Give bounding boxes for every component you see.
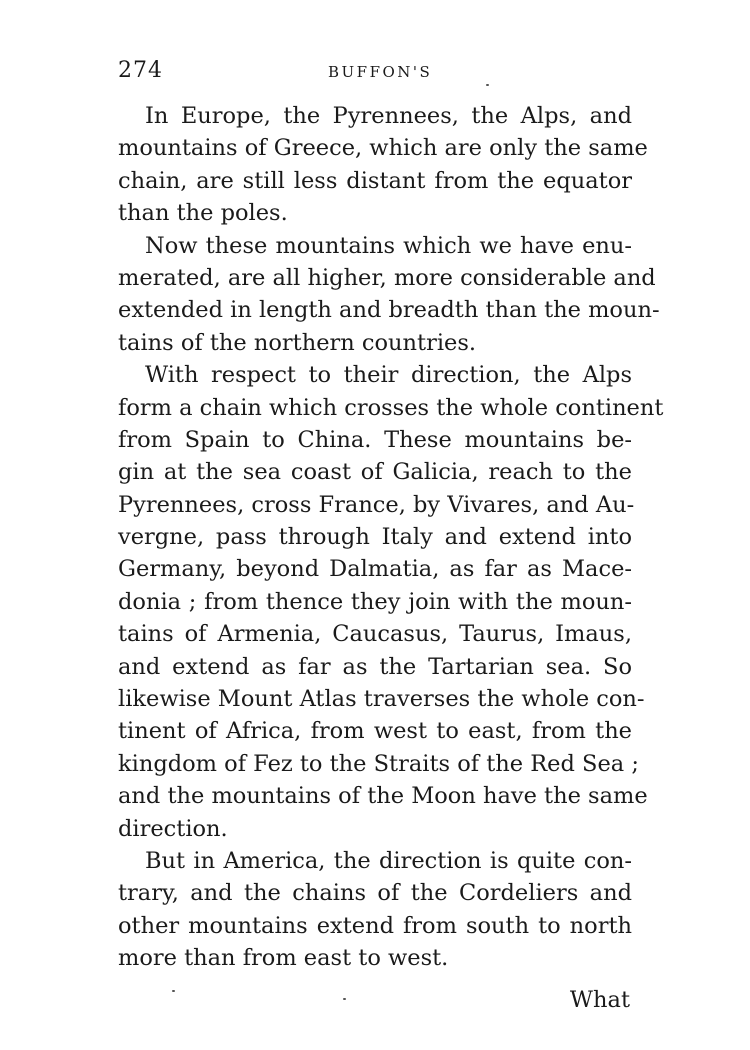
text-line: and extend as far as the Tartarian sea. So (118, 653, 632, 680)
paragraph (118, 359, 664, 845)
text-line: Germany, beyond Dalmatia, as far as Mace- (118, 556, 632, 583)
text-line: extended in length and breadth than the moun- (118, 297, 660, 324)
page-number: 274 (118, 58, 163, 83)
text-line: chain, are still less distant from the equator (118, 167, 632, 194)
running-head: BUFFON'S (328, 63, 433, 81)
paragraph (118, 230, 660, 360)
text-line: tinent of Africa, from west to east, from the (118, 718, 632, 745)
text-line: Now these mountains which we have enu- (145, 232, 632, 259)
text-line: merated, are all higher, more considerable and (118, 264, 656, 291)
text-line: kingdom of Fez to the Straits of the Red Sea ; (118, 750, 639, 777)
body-text (118, 100, 664, 975)
text-line: gin at the sea coast of Galicia, reach to the (118, 459, 632, 486)
catchword: What (569, 987, 630, 1013)
text-line: from Spain to China. These mountains be- (118, 426, 632, 453)
text-line: In Europe, the Pyrennees, the Alps, and (145, 103, 632, 129)
text-line: likewise Mount Atlas traverses the whole con- (118, 686, 645, 713)
text-line: vergne, pass through Italy and extend into (118, 524, 632, 551)
text-line: tains of the northern countries. (118, 329, 477, 356)
page-header (118, 58, 634, 86)
text-line: mountains of Greece, which are only the same (118, 135, 648, 162)
text-line: direction. (118, 815, 228, 842)
text-line: form a chain which crosses the whole continent (118, 394, 664, 421)
paragraph (118, 845, 632, 975)
text-line: more than from east to west. (118, 945, 449, 972)
text-line: Pyrennees, cross France, by Vivares, and Au- (118, 491, 635, 518)
print-speck (343, 998, 346, 1000)
text-line: than the poles. (118, 200, 288, 227)
text-line: tains of Armenia, Caucasus, Taurus, Imaus, (118, 621, 632, 648)
text-line: and the mountains of the Moon have the same (118, 783, 648, 810)
text-line: donia ; from thence they join with the moun- (118, 588, 632, 615)
text-line: But in America, the direction is quite con- (145, 847, 632, 874)
text-line: other mountains extend from south to north (118, 912, 632, 939)
text-line: trary, and the chains of the Cordeliers and (118, 880, 632, 907)
paragraph (118, 100, 648, 230)
print-speck (172, 990, 175, 992)
text-line: With respect to their direction, the Alps (145, 362, 632, 389)
print-speck (486, 84, 489, 86)
